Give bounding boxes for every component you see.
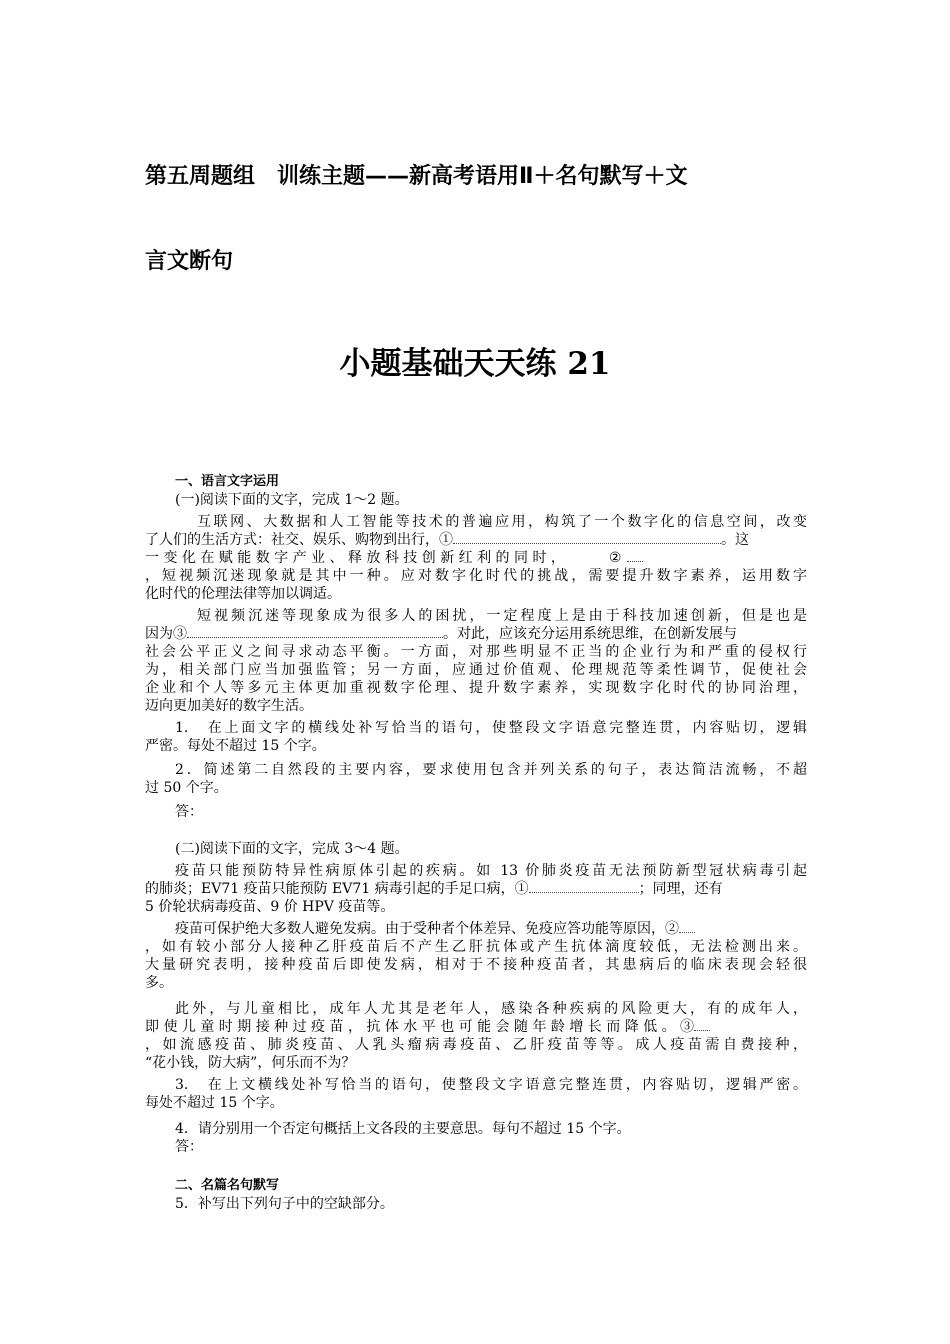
p5-line: ，如流感疫苗、肺炎疫苗、人乳头瘤病毒疫苗、乙肝疫苗等等。成人疫苗需自费接种，: [145, 1037, 807, 1053]
p5-line: “花小钱，防大病”，何乐而不为？: [145, 1055, 356, 1071]
p3-line: 5 价轮状病毒疫苗、9 价 HPV 疫苗等。: [145, 899, 395, 915]
p4-line: 疫苗可保护绝大多数人避免发病。由于受种者个体差异、免疫应答功能等原因，②: [145, 920, 807, 938]
fill-blank-4[interactable]: [529, 880, 639, 893]
p2-line: 短视频沉迷等现象成为很多人的困扰，一定程度上是由于科技加速创新，但是也是: [197, 608, 807, 624]
p4-line: 多。: [145, 975, 173, 991]
p2-line: 为，相关部门应当加强监管；另一方面，应通过价值观、伦理规范等柔性调节，促使社会: [145, 662, 807, 678]
header-line-2: 言文断句: [145, 249, 234, 274]
p1-line: 互联网、大数据和人工智能等技术的普遍应用，构筑了一个数字化的信息空间，改变: [197, 514, 807, 530]
p4-line: ，如有较小部分人接种乙肝疫苗后不产生乙肝抗体或产生抗体滴度较低，无法检测出来。: [145, 939, 807, 955]
p4-line: 大量研究表明，接种疫苗后即使发病，相对于不接种疫苗者，其患病后的临床表现会轻很: [145, 957, 807, 973]
section-1-heading: 一、语言文字运用: [175, 474, 280, 489]
section-2-heading: 二、名篇名句默写: [175, 1178, 280, 1193]
question-5-line: 5．补写出下列句子中的空缺部分。: [175, 1196, 394, 1212]
p3-line: 疫苗只能预防特异性病原体引起的疾病。如 13 价肺炎疫苗无法预防新型冠状病毒引起: [175, 863, 807, 879]
fill-blank-2[interactable]: [627, 549, 643, 562]
p1-line: ，短视频沉迷现象就是其中一种。应对数字化时代的挑战，需要提升数字素养，运用数字: [145, 568, 807, 584]
p2-line: 因为③ 。对此，应该充分运用系统思维，在创新发展与: [145, 626, 737, 642]
question-1-line: 严密。每处不超过 15 个字。: [145, 738, 326, 754]
answer-label: 答：: [175, 1139, 203, 1155]
p1-line: 化时代的伦理法律等加以调适。: [145, 586, 341, 602]
group-2-intro: (二)阅读下面的文字，完成 3～4 题。: [175, 841, 409, 857]
p2-line: 社会公平正义之间寻求动态平衡。一方面，对那些明显不正当的企业行为和严重的侵权行: [145, 644, 807, 660]
p1-line: 了人们的生活方式：社交、娱乐、购物到出行，① 。这: [145, 532, 749, 548]
fill-blank-3[interactable]: [187, 625, 443, 638]
header-line-1: 第五周题组 训练主题——新高考语用Ⅱ＋名句默写＋文: [145, 164, 688, 189]
question-1-line: 1. 在上面文字的横线处补写恰当的语句，使整段文字语意完整连贯，内容贴切，逻辑: [175, 720, 807, 736]
group-1-intro: (一)阅读下面的文字，完成 1～2 题。: [175, 492, 409, 508]
fill-blank-5[interactable]: [679, 920, 695, 933]
p3-line: 的肺炎；EV71 疫苗只能预防 EV71 病毒引起的手足口病，① ；同理，还有: [145, 881, 723, 897]
p1-line: 一 变 化 在 赋 能 数 字 产 业 、 释 放 科 技 创 新 红 利 的 同 时 ， ②: [145, 549, 807, 567]
question-2-line: 2．简述第二自然段的主要内容，要求使用包含并列关系的句子，表达简洁流畅，不超: [175, 762, 807, 778]
question-3-line: 每处不超过 15 个字。: [145, 1095, 284, 1111]
question-2-line: 过 50 个字。: [145, 780, 228, 796]
fill-blank-6[interactable]: [694, 1018, 710, 1031]
answer-label: 答：: [175, 804, 203, 820]
question-4-line: 4．请分别用一个否定句概括上文各段的主要意思。每句不超过 15 个字。: [175, 1121, 631, 1137]
fill-blank-1[interactable]: [453, 531, 721, 544]
p2-line: 迈向更加美好的数字生活。: [145, 698, 313, 714]
p5-line: 即 使 儿 童 时 期 接 种 过 疫 苗 ， 抗 体 水 平 也 可 能 会 随 年 龄 增 长 而 降 低 。 ③: [145, 1018, 807, 1036]
question-3-line: 3. 在上文横线处补写恰当的语句，使整段文字语意完整连贯，内容贴切，逻辑严密。: [175, 1077, 807, 1093]
p2-line: 企业和个人等多元主体更加重视数字伦理、提升数字素养，实现数字化时代的协同治理，: [145, 680, 807, 696]
p5-line: 此外，与儿童相比，成年人尤其是老年人，感染各种疾病的风险更大，有的成年人，: [175, 1001, 807, 1017]
page-title: 小题基础天天练 21: [339, 346, 611, 382]
